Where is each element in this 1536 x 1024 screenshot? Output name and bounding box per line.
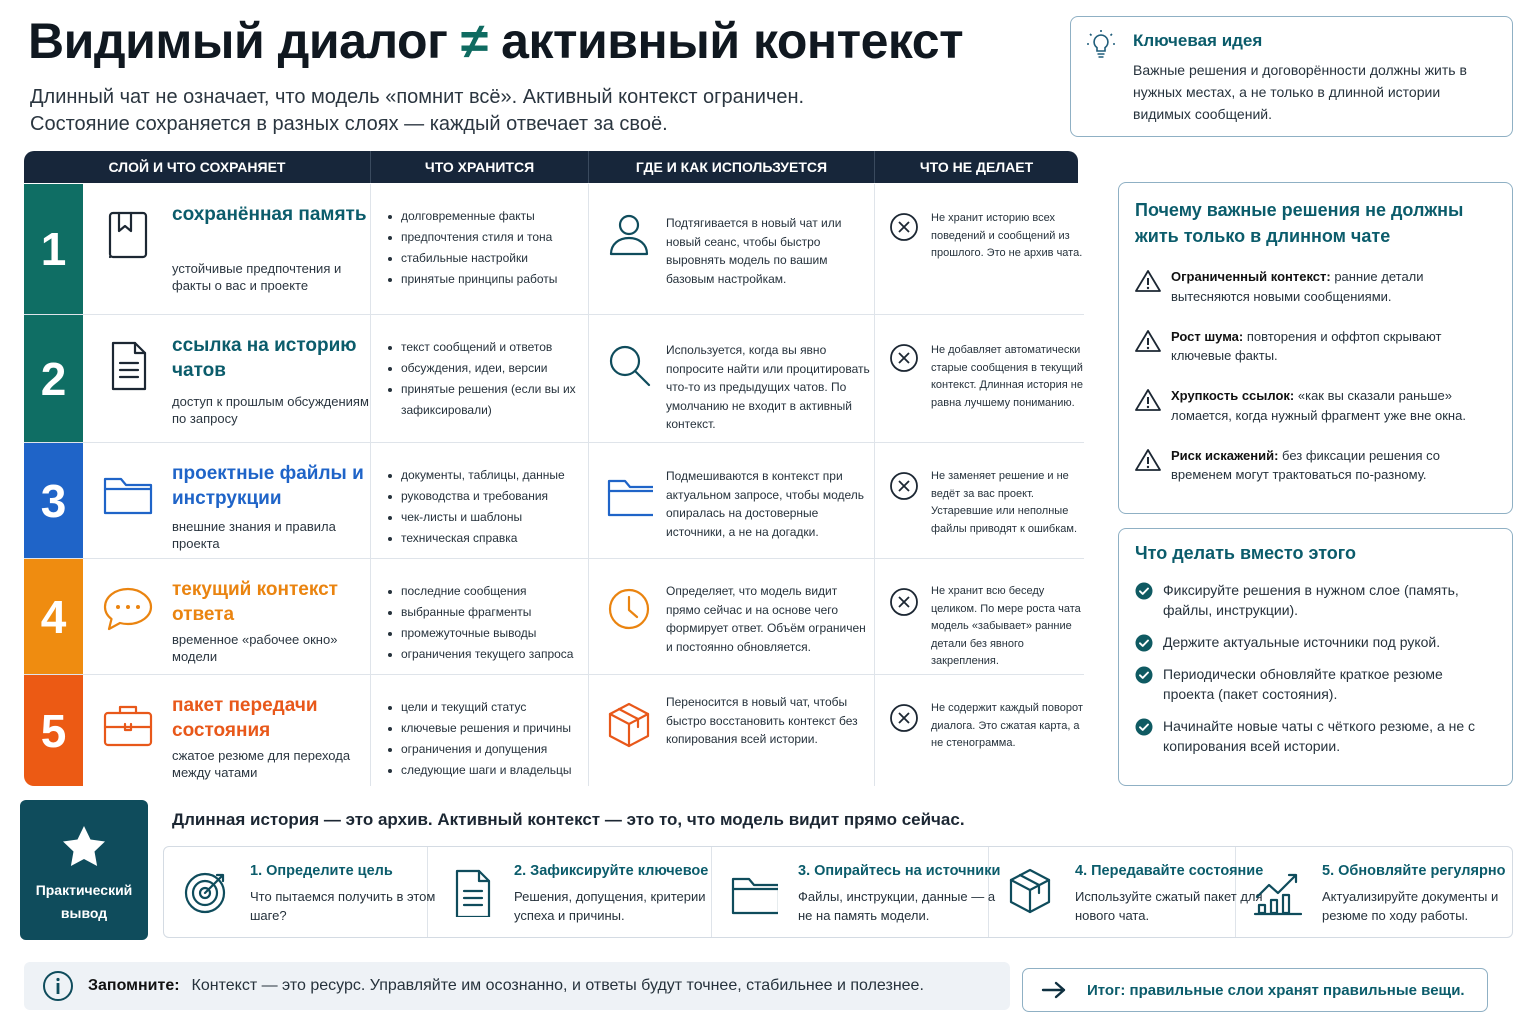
summary-box (1022, 968, 1488, 1012)
not-equal-sign: ≠ (460, 13, 488, 69)
todo-title: Что делать вместо этого (1135, 543, 1357, 563)
folder-icon (101, 467, 155, 521)
usage-cell (589, 443, 875, 558)
step-item (164, 847, 436, 937)
search-icon (605, 341, 653, 389)
practical-label: Практический вывод (35, 882, 133, 921)
not-cell (875, 675, 1084, 786)
why-item (1135, 386, 1496, 446)
bookmark-icon (101, 208, 155, 262)
layer-number: 3 (24, 443, 83, 558)
why-item (1135, 327, 1496, 387)
not-text: Не заменяет решение и не ведёт за вас проект. Устаревшие или неполные файлы приводят к ошибкам. (931, 470, 1078, 535)
folder-icon (728, 867, 778, 917)
stored-item: следующие шаги и владельцы (387, 760, 578, 781)
layer-name: текущий контекст ответа (172, 579, 338, 625)
stored-item: долговременные факты (387, 206, 578, 227)
layer-cell (83, 559, 371, 674)
not-text: Не хранит всю беседу целиком. По мере роста чата модель «забывает» ранние детали без явного закрепления. (931, 585, 1081, 667)
usage-cell (589, 184, 875, 314)
step-desc: Актуализируйте документы и резюме по ходу работы. (1322, 889, 1499, 923)
layer-number: 4 (24, 559, 83, 674)
steps-bar (163, 846, 1513, 938)
stored-item: текст сообщений и ответов (387, 337, 578, 358)
step-item (989, 847, 1264, 937)
stored-cell (371, 315, 589, 442)
layer-cell (83, 675, 371, 786)
x-circle-icon (889, 587, 919, 617)
header-stored: ЧТО ХРАНИТСЯ (371, 151, 589, 183)
why-item-text: без фиксации решения со временем могут трактоваться по-разному. (1171, 447, 1441, 482)
stored-item: цели и текущий статус (387, 697, 578, 718)
usage-cell (589, 315, 875, 442)
stored-item: ограничения и допущения (387, 739, 578, 760)
warning-icon (1135, 388, 1161, 412)
usage-text: Используется, когда вы явно попросите найти или процитировать что-то из предыдущих чатов. По умолчанию не входит в активный контекст. (666, 343, 870, 431)
practical-badge (20, 800, 148, 940)
todo-item-text: Фиксируйте решения в нужном слое (память, файлы, инструкции). (1163, 582, 1459, 618)
not-cell (875, 315, 1084, 442)
todo-item (1135, 580, 1496, 620)
todo-item-text: Начинайте новые чаты с чёткого резюме, а не с копирования всей истории. (1163, 718, 1476, 754)
layer-desc: временное «рабочее окно» модели (172, 632, 338, 664)
stored-item: промежуточные выводы (387, 623, 578, 644)
stored-item: выбранные фрагменты (387, 602, 578, 623)
arrow-right-icon (1041, 980, 1067, 1000)
todo-box (1118, 528, 1513, 786)
layer-name: пакет передачи состояния (172, 695, 318, 741)
stored-item: ключевые решения и причины (387, 718, 578, 739)
layer-number: 1 (24, 184, 83, 314)
header-layer: СЛОЙ И ЧТО СОХРАНЯЕТ (24, 151, 371, 183)
remember-text: Контекст — это ресурс. Управляйте им осознанно, и ответы будут точнее, стабильнее и полезнее. (191, 977, 924, 994)
not-text: Не хранит историю всех поведений и сообщений из прошлого. Это не архив чата. (931, 212, 1083, 259)
why-item-bold: Ограниченный контекст: (1171, 269, 1331, 284)
target-icon (180, 867, 230, 917)
warning-icon (1135, 448, 1161, 472)
table-row (24, 675, 1084, 786)
step-title: 1. Определите цель (250, 863, 393, 879)
remember-label: Запомните: (88, 977, 180, 994)
layer-desc: сжатое резюме для перехода между чатами (172, 748, 351, 780)
why-item-text: «как вы сказали раньше» ломается, когда нужный фрагмент уже вне окна. (1171, 388, 1466, 423)
usage-cell (589, 675, 875, 786)
key-idea-box (1070, 16, 1513, 137)
not-cell (875, 559, 1084, 674)
user-icon (605, 210, 653, 258)
why-item-text: ранние детали вытесняются новыми сообщениями. (1171, 269, 1424, 304)
not-cell (875, 443, 1084, 558)
chart-icon (1252, 867, 1302, 917)
step-item (1236, 847, 1512, 937)
layer-cell (83, 443, 371, 558)
package-icon (1005, 867, 1055, 917)
not-text: Не содержит каждый поворот диалога. Это сжатая карта, а не стенограмма. (931, 702, 1083, 749)
summary-text: Итог: правильные слои хранят правильные вещи. (1087, 981, 1465, 999)
todo-item-text: Периодически обновляйте краткое резюме проекта (пакет состояния). (1163, 666, 1443, 702)
warning-icon (1135, 329, 1161, 353)
layer-number: 5 (24, 675, 83, 786)
stored-item: обсуждения, идеи, версии (387, 358, 578, 379)
step-title: 4. Передавайте состояние (1075, 863, 1264, 879)
subtitle-line-2: Состояние сохраняется в разных слоях — каждый отвечает за своё. (30, 113, 668, 135)
table-row (24, 184, 1084, 315)
check-circle-icon (1135, 666, 1153, 684)
not-text: Не добавляет автоматически старые сообщения в текущий контекст. Длинная история не равна лучшему пониманию. (931, 344, 1083, 409)
layer-desc: доступ к прошлым обсуждениям по запросу (172, 394, 369, 426)
step-desc: Решения, допущения, критерии успеха и причины. (514, 889, 706, 923)
header-not: ЧТО НЕ ДЕЛАЕТ (919, 159, 1034, 175)
why-box (1118, 182, 1513, 514)
step-title: 2. Зафиксируйте ключевое (514, 863, 709, 879)
layer-desc: устойчивые предпочтения и факты о вас и проекте (172, 261, 342, 293)
briefcase-icon (101, 699, 155, 753)
why-title: Почему важные решения не должны жить только в длинном чате (1135, 200, 1464, 246)
step-item (428, 847, 712, 937)
table-row (24, 315, 1084, 443)
layer-name: сохранённая память (172, 204, 367, 225)
stored-cell (371, 184, 589, 314)
info-icon (42, 970, 74, 1002)
stored-item: стабильные настройки (387, 248, 578, 269)
usage-text: Подтягивается в новый чат или новый сеанс, чтобы быстро выровнять модель по вашим базовым настройкам. (666, 216, 842, 286)
package-icon (605, 701, 653, 749)
usage-cell (589, 559, 875, 674)
document-icon (101, 339, 155, 393)
star-icon (60, 824, 108, 868)
stored-item: чек-листы и шаблоны (387, 507, 578, 528)
step-item (712, 847, 1001, 937)
why-item-text: повторения и оффтоп скрывают ключевые факты. (1171, 328, 1442, 363)
stored-item: принятые решения (если вы их зафиксировали) (387, 379, 578, 421)
stored-item: техническая справка (387, 528, 578, 549)
x-circle-icon (889, 212, 919, 242)
document-icon (444, 867, 494, 917)
chat-bubble-icon (101, 583, 155, 637)
why-item-bold: Рост шума: (1171, 328, 1244, 344)
stored-item: ограничения текущего запроса (387, 644, 578, 665)
layer-cell (83, 184, 371, 314)
stored-cell (371, 443, 589, 558)
todo-item (1135, 716, 1496, 756)
why-item (1135, 446, 1496, 506)
step-title: 5. Обновляйте регулярно (1322, 863, 1506, 879)
table-row (24, 559, 1084, 675)
x-circle-icon (889, 703, 919, 733)
page-title (28, 12, 963, 70)
table-header (24, 151, 1078, 183)
stored-item: принятые принципы работы (387, 269, 578, 290)
header-usage: ГДЕ И КАК ИСПОЛЬЗУЕТСЯ (589, 151, 875, 183)
layer-name: проектные файлы и инструкции (172, 463, 364, 509)
why-item (1135, 267, 1496, 327)
remember-box (24, 962, 1010, 1010)
layer-number: 2 (24, 315, 83, 442)
title-part2: активный контекст (501, 13, 964, 69)
check-circle-icon (1135, 634, 1153, 652)
step-desc: Используйте сжатый пакет для нового чата. (1075, 889, 1263, 923)
why-item-bold: Хрупкость ссылок: (1171, 388, 1295, 403)
step-desc: Файлы, инструкции, данные — а не на память модели. (798, 889, 996, 923)
folder-icon (605, 469, 653, 517)
why-item-bold: Риск искажений: (1171, 447, 1279, 463)
x-circle-icon (889, 343, 919, 373)
warning-icon (1135, 269, 1161, 293)
usage-text: Подмешиваются в контекст при актуальном запросе, чтобы модель опиралась на достоверные источники, а не на догадки. (666, 469, 865, 539)
subtitle-line-1: Длинный чат не означает, что модель «помнит всё». Активный контекст ограничен. (30, 86, 805, 108)
title-part1: Видимый диалог (28, 13, 448, 69)
stored-cell (371, 675, 589, 786)
step-title: 3. Опирайтесь на источники (798, 863, 1001, 879)
clock-icon (605, 585, 653, 633)
practical-title: Длинная история — это архив. Активный контекст — это то, что модель видит прямо сейчас. (172, 810, 965, 829)
stored-cell (371, 559, 589, 674)
stored-item: предпочтения стиля и тона (387, 227, 578, 248)
step-desc: Что пытаемся получить в этом шаге? (250, 889, 436, 923)
key-idea-title: Ключевая идея (1133, 31, 1263, 50)
stored-item: последние сообщения (387, 581, 578, 602)
subtitle (30, 84, 1050, 138)
layer-name: ссылка на историю чатов (172, 335, 357, 381)
usage-text: Определяет, что модель видит прямо сейчас и на основе чего формирует ответ. Объём ограничен и постоянно обновляется. (666, 584, 866, 654)
usage-text: Переносится в новый чат, чтобы быстро восстановить контекст без копирования всей истории. (666, 695, 858, 746)
todo-item (1135, 664, 1496, 704)
check-circle-icon (1135, 718, 1153, 736)
layer-desc: внешние знания и правила проекта (172, 519, 336, 551)
lightbulb-icon (1085, 29, 1117, 61)
todo-item-text: Держите актуальные источники под рукой. (1163, 634, 1441, 650)
key-idea-text: Важные решения и договорённости должны жить в нужных местах, а не только в длинной истории видимых сообщений. (1133, 62, 1467, 122)
todo-item (1135, 632, 1496, 652)
table-row (24, 443, 1084, 559)
x-circle-icon (889, 471, 919, 501)
stored-item: руководства и требования (387, 486, 578, 507)
stored-item: документы, таблицы, данные (387, 465, 578, 486)
layer-cell (83, 315, 371, 442)
check-circle-icon (1135, 582, 1153, 600)
not-cell (875, 184, 1084, 314)
